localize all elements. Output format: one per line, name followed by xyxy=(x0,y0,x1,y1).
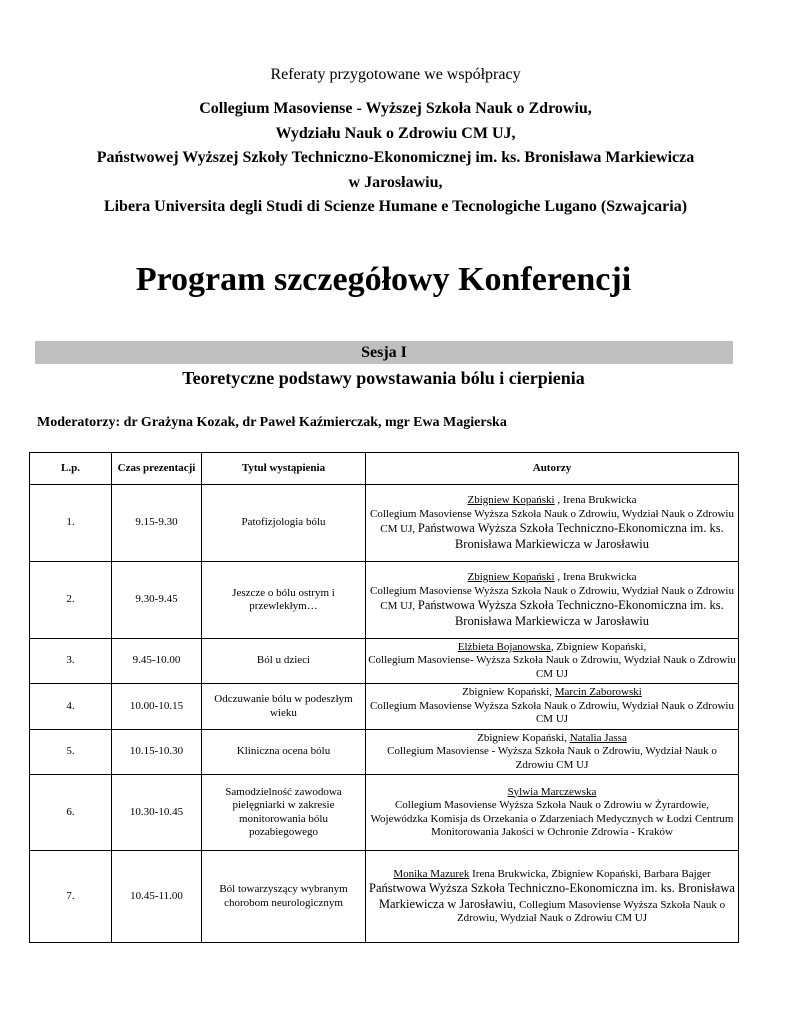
co-authors: , Irena Brukwicka xyxy=(554,571,637,583)
cell-time: 9.30-9.45 xyxy=(112,562,202,639)
co-authors: Zbigniew Kopański, xyxy=(477,731,570,744)
organizations xyxy=(20,97,771,220)
co-authors: , Irena Brukwicka xyxy=(554,494,637,506)
header-lp: L.p. xyxy=(30,453,112,485)
cell-lp: 3. xyxy=(30,639,112,684)
header-time: Czas prezentacji xyxy=(112,453,202,485)
affiliation: Collegium Masoviense Wyższa Szkoła Nauk o Zdrowiu w Żyrardowie, Wojewódzka Komisja ds Orzekania o Zdarzeniach Medycznych w Łodzi Centrum Monitorowania Jakości w Ochronie Zdrowia - Kraków xyxy=(370,799,734,838)
cell-authors xyxy=(366,851,739,943)
cell-time: 10.15-10.30 xyxy=(112,730,202,775)
cell-lp: 5. xyxy=(30,730,112,775)
co-authors: , Zbigniew Kopański, xyxy=(550,640,647,653)
lead-author: Monika Mazurek xyxy=(393,867,470,880)
session-subtitle: Teoretyczne podstawy powstawania bólu i cierpienia xyxy=(182,368,585,388)
affiliation: Collegium Masoviense - Wyższa Szkoła Nauk o Zdrowiu, Wydział Nauk o Zdrowiu CM UJ xyxy=(387,745,717,771)
session-name: Sesja I xyxy=(35,341,733,364)
cell-authors xyxy=(366,775,739,851)
cell-lp: 7. xyxy=(30,851,112,943)
table-row xyxy=(30,562,739,639)
program-table xyxy=(29,452,739,943)
affiliation: Collegium Masoviense- Wyższa Szkoła Nauk o Zdrowiu, Wydział Nauk o Zdrowiu CM UJ xyxy=(368,654,736,680)
affiliation: Collegium Masoviense Wyższa Szkoła Nauk o Zdrowiu, Wydział Nauk o Zdrowiu CM UJ, xyxy=(370,507,734,535)
affiliation: Collegium Masoviense Wyższa Szkoła Nauk o Zdrowiu, Wydział Nauk o Zdrowiu CM UJ xyxy=(456,898,726,924)
affiliation: Collegium Masoviense Wyższa Szkoła Nauk o Zdrowiu, Wydział Nauk o Zdrowiu CM UJ, xyxy=(370,584,734,612)
header-authors: Autorzy xyxy=(366,453,739,485)
org-line: Wydziału Nauk o Zdrowiu CM UJ, xyxy=(275,124,516,142)
cell-time: 10.00-10.15 xyxy=(112,684,202,730)
cell-title: Samodzielność zawodowa pielęgniarki w zakresie monitorowania bólu pozabiegowego xyxy=(202,775,366,851)
affiliation: Collegium Masoviense Wyższa Szkoła Nauk o Zdrowiu, Wydział Nauk o Zdrowiu CM UJ xyxy=(370,699,734,726)
table-header-row xyxy=(30,453,739,485)
intro-text: Referaty przygotowane we współpracy xyxy=(270,66,521,83)
org-line: w Jarosławiu, xyxy=(348,173,443,191)
lead-author: Zbigniew Kopański xyxy=(467,571,555,583)
cell-lp: 1. xyxy=(30,485,112,562)
table-row xyxy=(30,485,739,562)
cell-lp: 2. xyxy=(30,562,112,639)
cell-title: Kliniczna ocena bólu xyxy=(202,730,366,775)
org-line: Libera Universita degli Studi di Scienze Humane e Tecnologiche Lugano (Szwajcaria) xyxy=(103,198,688,215)
affiliation: Państwowa Wyższa Szkoła Techniczno-Ekonomiczna im. ks. Bronisława Markiewicza w Jarosławiu, xyxy=(369,881,735,911)
lead-author: Elżbieta Bojanowska xyxy=(457,640,551,653)
affiliation: Państwowa Wyższa Szkoła Techniczno-Ekonomiczna im. ks. Bronisława Markiewicza w Jarosławiu xyxy=(417,598,724,628)
lead-author: Natalia Jassa xyxy=(569,731,627,744)
cell-time: 9.15-9.30 xyxy=(112,485,202,562)
org-line: Collegium Masoviense - Wyższej Szkoła Nauk o Zdrowiu, xyxy=(199,100,592,117)
affiliation: Państwowa Wyższa Szkoła Techniczno-Ekonomiczna im. ks. Bronisława Markiewicza w Jarosławiu xyxy=(417,521,724,551)
page-title: Program szczegółowy Konferencji xyxy=(135,261,632,298)
cell-authors xyxy=(366,639,739,684)
moderators: Moderatorzy: dr Grażyna Kozak, dr Paweł Kaźmierczak, mgr Ewa Magierska xyxy=(37,415,507,430)
org-line: Państwowej Wyższej Szkoły Techniczno-Ekonomicznej im. ks. Bronisława Markiewicza xyxy=(96,149,695,166)
cell-authors xyxy=(366,485,739,562)
table-row xyxy=(30,684,739,730)
co-authors: Zbigniew Kopański, xyxy=(462,686,555,699)
cell-title: Odczuwanie bólu w podeszłym wieku xyxy=(202,684,366,730)
lead-author: Sylwia Marczewska xyxy=(507,785,597,798)
table-row xyxy=(30,639,739,684)
cell-authors xyxy=(366,684,739,730)
table-row xyxy=(30,775,739,851)
header-title: Tytuł wystąpienia xyxy=(202,453,366,485)
cell-authors xyxy=(366,562,739,639)
cell-title: Jeszcze o bólu ostrym i przewlekłym… xyxy=(202,562,366,639)
table-row xyxy=(30,730,739,775)
cell-time: 10.30-10.45 xyxy=(112,775,202,851)
cell-lp: 4. xyxy=(30,684,112,730)
lead-author: Marcin Zaborowski xyxy=(554,686,642,699)
lead-author: Zbigniew Kopański xyxy=(467,494,555,506)
co-authors: Irena Brukwicka, Zbigniew Kopański, Barbara Bajger xyxy=(469,867,711,880)
cell-time: 9.45-10.00 xyxy=(112,639,202,684)
cell-title: Ból towarzyszący wybranym chorobom neurologicznym xyxy=(202,851,366,943)
cell-title: Ból u dzieci xyxy=(202,639,366,684)
table-row xyxy=(30,851,739,943)
cell-title: Patofizjologia bólu xyxy=(202,485,366,562)
cell-authors xyxy=(366,730,739,775)
cell-time: 10.45-11.00 xyxy=(112,851,202,943)
cell-lp: 6. xyxy=(30,775,112,851)
